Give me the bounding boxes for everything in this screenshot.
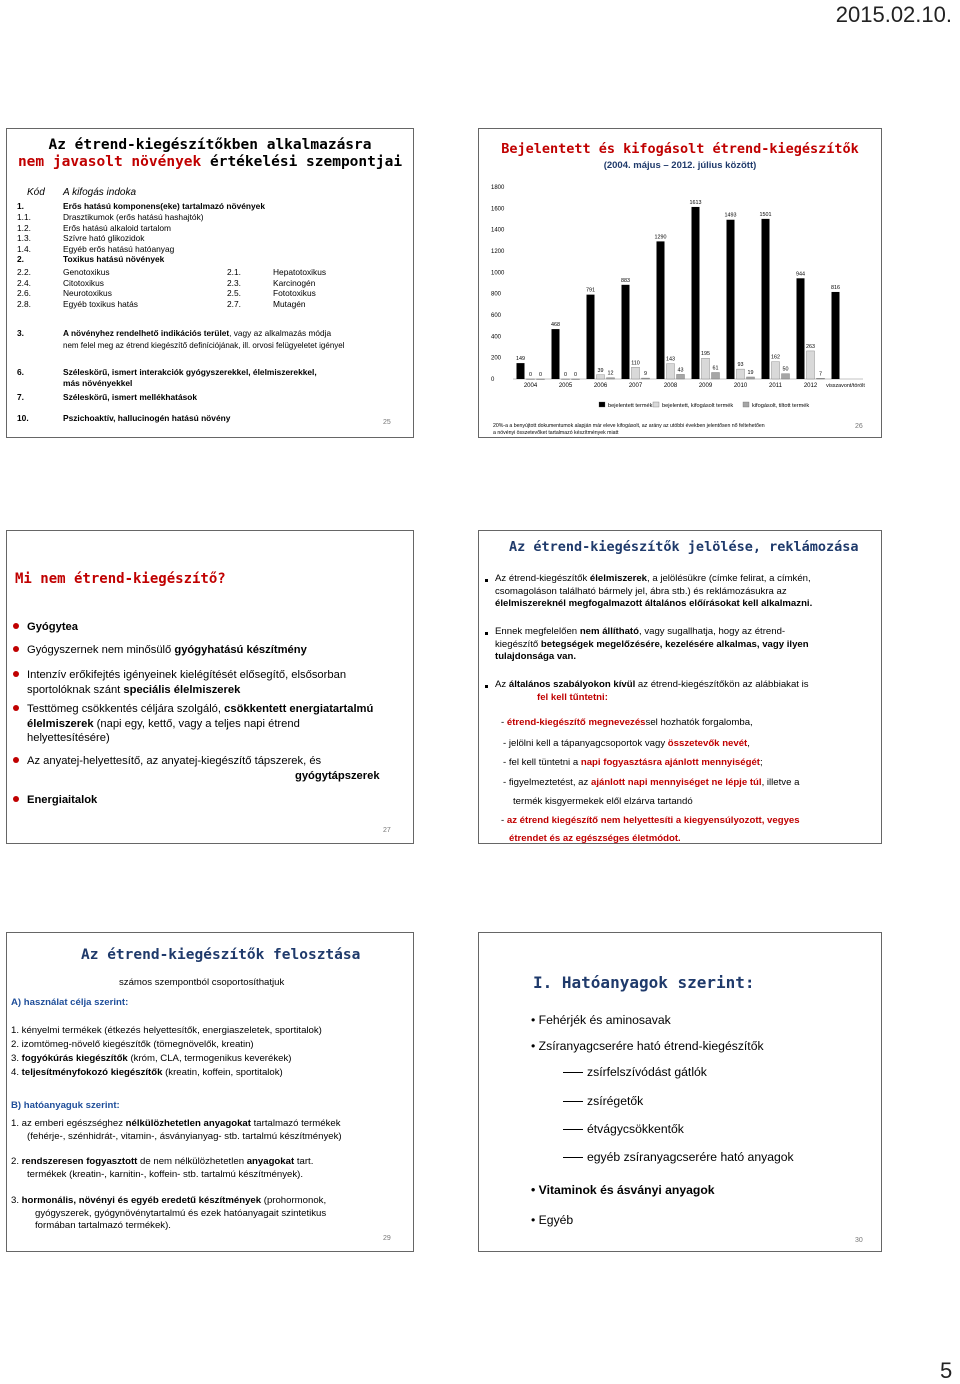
col-code-header: Kód	[27, 187, 45, 198]
dash-line	[563, 1157, 583, 1158]
bar	[762, 219, 770, 379]
text-bold: nélkülözhetetlen anyagokat	[125, 1118, 251, 1129]
bar	[782, 374, 790, 379]
text: ;	[760, 757, 763, 768]
sub-item	[563, 1150, 794, 1165]
line	[495, 626, 877, 639]
row-text: Toxikus hatású növények	[63, 254, 165, 264]
row-text: Egyéb toxikus hatás	[63, 298, 138, 309]
bar	[597, 375, 605, 379]
dash-line	[563, 1101, 583, 1102]
bar	[832, 292, 840, 379]
data-label: 110	[631, 360, 640, 367]
legend-label: bejelentett termék	[608, 403, 653, 409]
bar	[517, 363, 525, 379]
text: tartalmazó termékek	[250, 1118, 341, 1129]
text: Ennek megfelelően	[495, 626, 580, 637]
bar	[552, 329, 560, 379]
text: sportolóknak szánt	[27, 683, 124, 696]
num: 4.	[11, 1067, 22, 1078]
data-label: 195	[701, 351, 710, 358]
text: , a jelölésükre (címke felirat, a címkén,	[647, 573, 811, 584]
y-tick-label: 0	[491, 377, 495, 383]
data-label: 1501	[759, 211, 772, 218]
text: étvágycsökkentők	[587, 1122, 684, 1136]
row-3-rest: , vagy az alkalmazás módja	[229, 328, 332, 338]
bullet-altalanos	[495, 679, 877, 704]
line	[11, 1195, 326, 1208]
text-red: ajánlott napi mennyiséget ne lépje túl	[590, 777, 762, 788]
text-bold: élelmiszerek	[27, 717, 94, 730]
item-testtomeg	[27, 702, 373, 746]
row-code: 1.	[17, 201, 24, 211]
data-label: 43	[677, 367, 684, 374]
slide-26	[478, 128, 882, 438]
row-3-line-2: nem felel meg az étrend kiegészítő definíciójának, ill. orvosi felügyeletet igényel	[63, 341, 345, 350]
data-label: 7	[819, 371, 822, 378]
row-code: 1.3.	[17, 233, 31, 243]
row-10: Pszichoaktív, hallucinogén hatású növény	[63, 413, 231, 423]
line: helyettesítésére)	[27, 732, 110, 744]
data-label: 468	[551, 322, 560, 329]
text: tart.	[294, 1156, 314, 1167]
title-red-part: nem javasolt növények	[17, 154, 202, 170]
bar	[737, 369, 745, 379]
text: - fel kell tüntetni a	[503, 757, 581, 768]
line-bold: élelmiszereknél megfogalmazott általános előírásokat kell alkalmazni.	[495, 598, 813, 610]
text-bold: csökkentett energiatartalmú	[224, 703, 374, 715]
slide-number: 25	[383, 419, 391, 426]
row-6-line-2: más növényekkel	[63, 378, 133, 388]
row-code: 1.1.	[17, 212, 31, 222]
line: gyógyszerek, gyógynövénytartalmú és ezek hatóanyagait szintetikus	[35, 1207, 327, 1219]
text: kiegészítő	[495, 638, 541, 650]
item-gyogytea: Gyógytea	[27, 621, 78, 633]
dash-item-osszetevok	[503, 738, 750, 751]
a-item-3	[11, 1053, 291, 1066]
slide-number: 26	[855, 423, 863, 430]
dash: -	[501, 717, 507, 728]
bullet-egyeb: • Egyéb	[531, 1213, 574, 1227]
data-label: 263	[806, 343, 815, 350]
text-bold: élelmiszerek	[589, 573, 647, 584]
text: (króm, CLA, termogenikus keverékek)	[127, 1053, 292, 1064]
text-bold: nem állítható	[579, 626, 639, 637]
col-reason-header: A kifogás indoka	[63, 187, 137, 198]
section-a-label: A) használat célja szerint:	[11, 997, 129, 1008]
b-item-1	[11, 1118, 342, 1143]
x-tick-label: 2009	[698, 383, 713, 389]
text: sel hozhatók forgalomba,	[645, 717, 753, 728]
data-label: 0	[539, 372, 542, 378]
dash-line	[563, 1072, 583, 1073]
data-label: 12	[607, 370, 614, 377]
data-label: 143	[666, 356, 675, 363]
bar	[562, 379, 570, 380]
row-text: Karcinogén	[273, 277, 316, 288]
num: 3.	[11, 1053, 22, 1064]
line-red: étrendet és az egészséges életmódot.	[509, 832, 681, 844]
bullet-square	[485, 685, 488, 688]
bar	[712, 372, 720, 379]
text-bold: betegségek megelőzésére, kezelésére alkalmas, vagy ilyen	[540, 638, 809, 650]
text: zsírégetők	[587, 1094, 644, 1108]
bar	[667, 364, 675, 379]
slide-title: Bejelentett és kifogásolt étrend-kiegészítők	[501, 141, 859, 157]
data-label: 61	[712, 365, 719, 372]
text-bold: általános szabályokon kívül	[508, 679, 636, 690]
bar	[642, 378, 650, 379]
line: csomagoláson található bármely jel, ábra stb.) és reklámozásukra az	[495, 585, 787, 597]
text-bold: gyógytápszerek	[295, 769, 380, 782]
x-tick-label: 2004	[523, 383, 538, 389]
bar	[607, 378, 615, 379]
line: Az anyatej-helyettesítő, az anyatej-kiegészítő tápszerek, és	[27, 755, 322, 767]
bar	[587, 295, 595, 379]
item-sport	[27, 668, 346, 697]
slide-29	[6, 932, 414, 1252]
row-code: 1.2.	[17, 222, 31, 233]
bar	[677, 374, 685, 379]
y-tick-label: 1200	[491, 249, 505, 255]
text-bold: teljesítményfokozó kiegészítők	[21, 1067, 163, 1078]
bullet-dot	[13, 796, 19, 802]
text-bold: fogyókúrás kiegészítők	[21, 1053, 128, 1064]
data-label: 39	[597, 367, 604, 374]
slide-subtitle: számos szempontból csoportosíthatjuk	[119, 977, 285, 988]
slide-30	[478, 932, 882, 1252]
a-item-4	[11, 1067, 283, 1080]
y-tick-label: 400	[491, 334, 502, 341]
y-tick-label: 200	[491, 355, 502, 362]
a-item-2: 2. izomtömeg-növelő kiegészítők (tömegnövelők, kreatin)	[11, 1039, 254, 1050]
text: zsírfelszívódást gátlók	[587, 1065, 707, 1079]
bullet-dot	[13, 705, 19, 711]
text-bold: hormonális, növényi és egyéb eredetű készítmények	[21, 1195, 262, 1206]
bullet-zsiranyagcsere: • Zsíranyagcserére ható étrend-kiegészítők	[531, 1039, 764, 1053]
legend-swatch	[599, 402, 605, 407]
row-text: Citotoxikus	[63, 277, 104, 288]
section-b-label: B) hatóanyaguk szerint:	[11, 1100, 120, 1111]
line	[27, 702, 373, 717]
x-tick-label: 2007	[628, 383, 643, 389]
data-label: 0	[529, 372, 532, 378]
bar	[572, 379, 580, 380]
bar	[817, 378, 825, 379]
title-question-mark: ?	[217, 571, 226, 587]
footnote-line-2: a növényi összetevőket tartalmazó készítmények miatt	[493, 429, 619, 436]
data-label: 50	[782, 366, 789, 373]
row-code: 2.8.	[17, 298, 31, 309]
row-code: 6.	[17, 367, 24, 377]
row-code: 2.	[17, 254, 24, 264]
dash-item-megnevezes	[501, 717, 753, 730]
chart-footnote	[493, 423, 765, 436]
row-text: Szívre ható glikozidok	[63, 233, 145, 243]
legend-label: bejelentett, kifogásolt termék	[662, 403, 734, 409]
line: (fehérje-, szénhidrát-, vitamin-, ásványianyag- stb. tartalmú készítmények)	[27, 1130, 342, 1142]
row-code: 2.7.	[227, 298, 241, 309]
dash: -	[501, 815, 507, 826]
row-code: 2.1.	[227, 267, 241, 277]
row-text: Egyéb erős hatású hatóanyag	[63, 243, 175, 254]
bullet-square	[485, 579, 488, 582]
item-tapszer	[27, 754, 380, 783]
x-tick-label: 2012	[803, 383, 818, 389]
bullet-square	[485, 632, 488, 635]
bar	[807, 351, 815, 379]
slide-title	[15, 571, 226, 587]
bar	[657, 241, 665, 379]
y-tick-label: 1600	[491, 206, 505, 213]
row-text: Hepatotoxikus	[273, 267, 327, 277]
line	[495, 573, 877, 586]
row-text: Erős hatású komponens(eke) tartalmazó növények	[63, 201, 265, 211]
text: , illetve a	[761, 777, 800, 788]
slide-28	[478, 530, 882, 844]
bar	[727, 220, 735, 379]
line	[495, 639, 877, 652]
text: Az étrend-kiegészítők	[495, 573, 590, 584]
text: de nem nélkülözhetetlen	[137, 1156, 247, 1167]
data-label: 816	[831, 284, 840, 291]
text: Vitaminok és ásványi anyagok	[538, 1183, 715, 1197]
b-item-2	[11, 1156, 313, 1181]
y-tick-label: 1800	[491, 185, 505, 191]
text: - jelölni kell a tápanyagcsoportok vagy	[503, 738, 668, 749]
item-energiaitalok: Energiaitalok	[27, 794, 98, 806]
text-bold: rendszeresen fogyasztott	[21, 1156, 138, 1167]
text: (kreatin, koffein, sportitalok)	[162, 1067, 283, 1078]
slide-number: 29	[383, 1235, 391, 1242]
data-label: 1493	[724, 212, 737, 219]
row-code: 3.	[17, 328, 24, 338]
bullet-dot	[13, 757, 19, 763]
dash-item-figyelmeztetes	[503, 777, 799, 808]
text: Testtömeg csökkentés céljára szolgáló,	[27, 703, 225, 715]
text: Egyéb	[538, 1213, 574, 1227]
bar	[537, 379, 545, 380]
y-tick-label: 1400	[491, 227, 505, 234]
text-bold: speciális élelmiszerek	[123, 683, 241, 696]
text: - figyelmeztetést, az	[503, 777, 591, 788]
row-code: 10.	[17, 413, 29, 423]
slide-title: Az étrend-kiegészítők jelölése, reklámozása	[509, 539, 859, 555]
bullet-nem-allithato	[495, 626, 877, 664]
bullet-feherjek: • Fehérjék és aminosavak	[531, 1013, 671, 1027]
bullet-vitaminok: • Vitaminok és ásványi anyagok	[531, 1183, 715, 1197]
bullet-elelmiszer	[495, 573, 877, 611]
date-header: 2015.02.10.	[835, 2, 952, 27]
text: az étrend-kiegészítőkön az alábbiakat is	[635, 679, 809, 690]
text-red: összetevők nevét	[667, 738, 748, 749]
text: (prohormonok,	[261, 1195, 327, 1206]
title-text: Mi nem étrend-kiegészítő	[15, 571, 218, 587]
num: 3.	[11, 1195, 22, 1206]
legend-swatch	[743, 402, 749, 407]
slide-27	[6, 530, 414, 844]
bullet-dot	[13, 623, 19, 629]
row-code: 2.3.	[227, 277, 241, 288]
data-label: 162	[771, 354, 780, 361]
data-label: 0	[574, 372, 577, 378]
data-label: 883	[621, 277, 630, 284]
title-rest: értékelési szempontjai	[201, 154, 403, 170]
bar	[702, 358, 710, 379]
legend-label: kifogásolt, tiltott termék	[752, 403, 810, 409]
row-code: 2.5.	[227, 288, 241, 298]
y-tick-label: 600	[491, 313, 502, 319]
text: Fehérjék és aminosavak	[538, 1013, 671, 1027]
bar	[622, 285, 630, 379]
data-label: 19	[747, 369, 754, 376]
bar	[632, 367, 640, 379]
line-bold: tulajdonsága van.	[495, 651, 577, 663]
text: (napi egy, kettő, vagy a teljes napi étrend	[93, 717, 300, 730]
data-label: 149	[516, 356, 525, 363]
line	[27, 683, 346, 698]
row-text: Drasztikumok (erős hatású hashajtók)	[63, 212, 204, 222]
a-item-1: 1. kényelmi termékek (étkezés helyettesítők, energiaszeletek, sportitalok)	[11, 1025, 322, 1036]
bar	[692, 207, 700, 379]
x-tick-label: visszavont/törölt	[826, 383, 865, 389]
x-tick-label: 2010	[733, 383, 748, 389]
line	[11, 1118, 342, 1131]
text: ,	[747, 738, 750, 749]
slide-number: 27	[383, 827, 391, 834]
row-text: Mutagén	[273, 298, 306, 309]
x-tick-label: 2011	[769, 383, 782, 389]
dash-line	[563, 1129, 583, 1130]
slide-title	[7, 137, 413, 171]
page-number: 5	[940, 1358, 953, 1383]
bar	[772, 362, 780, 379]
text: egyéb zsíranyagcserére ható anyagok	[587, 1150, 794, 1164]
data-label: 9	[644, 371, 647, 378]
sub-item	[563, 1065, 707, 1080]
slide-title: I. Hatóanyagok szerint:	[533, 973, 755, 992]
row-7: Széleskörű, ismert mellékhatások	[63, 392, 198, 402]
x-tick-label: 2006	[593, 383, 608, 389]
row-6: Széleskörű, ismert interakciók gyógyszerekkel, élelmiszerekkel,	[63, 367, 317, 377]
bar	[747, 377, 755, 379]
text-bold: gyógyhatású készítmény	[174, 644, 307, 656]
bullet-dot	[13, 646, 19, 652]
text-bold: anyagokat	[246, 1156, 295, 1167]
slide-title: Az étrend-kiegészítők felosztása	[81, 947, 361, 963]
x-tick-label: 2005	[558, 383, 573, 389]
text-red: az étrend kiegészítő nem helyettesíti a kiegyensúlyozott, vegyes	[506, 815, 800, 826]
row-text: Neurotoxikus	[63, 288, 112, 298]
row-text: Erős hatású alkaloid tartalom	[63, 222, 171, 233]
row-text: Genotoxikus	[63, 267, 110, 277]
data-label: 791	[586, 287, 595, 294]
b-item-3	[11, 1195, 326, 1233]
line	[27, 717, 373, 732]
data-label: 944	[796, 271, 805, 278]
data-label: 1290	[654, 234, 667, 241]
dash-item-nem-helyettesiti	[501, 815, 800, 844]
line: termékek (kreatin-, karnitin-, koffein- stb. tartalmú készítmények).	[27, 1168, 303, 1180]
line: termék kisgyermekek elől elzárva tartandó	[513, 795, 693, 807]
row-code: 2.4.	[17, 277, 31, 288]
line	[495, 679, 877, 692]
bar-chart	[479, 175, 881, 415]
text-red: étrend-kiegészítő megnevezés	[506, 717, 646, 728]
footnote-line-1: 20%-a a benyújtott dokumentumok alapján már eleve kifogásolt, az arány az utóbbi években jelentősen nő feltehetően	[493, 423, 765, 429]
line: formában tartalmazó termékek).	[35, 1220, 171, 1232]
title-line-1: Az étrend-kiegészítőkben alkalmazásra	[48, 137, 372, 153]
slide-subtitle: (2004. május – 2012. július között)	[603, 160, 757, 171]
y-tick-label: 1000	[491, 270, 505, 277]
line	[501, 815, 800, 828]
title-line-2	[7, 154, 413, 171]
row-code: 1.4.	[17, 243, 31, 254]
row-code: 2.2.	[17, 267, 31, 277]
row-text: Fototoxikus	[273, 288, 316, 298]
dash-item-mennyiseg	[503, 757, 763, 770]
slide-25	[6, 128, 414, 438]
text: 1. az emberi egészséghez	[11, 1118, 126, 1129]
sub-item	[563, 1094, 643, 1109]
x-tick-label: 2008	[663, 383, 678, 389]
bar	[527, 379, 535, 380]
text-red: napi fogyasztásra ajánlott mennyiségét	[580, 757, 760, 768]
data-label: 0	[564, 372, 567, 378]
bar	[797, 278, 805, 379]
item-gyogyhatasu	[27, 643, 307, 658]
y-tick-label: 800	[491, 291, 502, 298]
line: Intenzív erőkifejtés igényeinek kielégítését elősegítő, elsősorban	[27, 669, 347, 681]
row-3-bold: A növényhez rendelhető indikációs terület	[63, 328, 230, 338]
num: 2.	[11, 1156, 22, 1167]
data-label: 1613	[689, 199, 702, 206]
text: , vagy sugallhatja, hogy az étrend-	[638, 626, 786, 637]
row-3	[63, 328, 331, 339]
text: Az	[495, 679, 509, 690]
text: Gyógyszernek nem minősülő	[27, 644, 175, 656]
row-code: 7.	[17, 392, 24, 402]
slide-number: 30	[855, 1237, 863, 1244]
bullet-dot	[13, 671, 19, 677]
line-red: fel kell tűntetni:	[537, 691, 608, 703]
row-code: 2.6.	[17, 288, 31, 298]
line	[503, 777, 799, 790]
text: Zsíranyagcserére ható étrend-kiegészítők	[538, 1039, 764, 1053]
sub-item	[563, 1122, 684, 1137]
data-label: 93	[737, 362, 744, 369]
line	[11, 1156, 313, 1169]
legend-swatch	[653, 402, 659, 407]
